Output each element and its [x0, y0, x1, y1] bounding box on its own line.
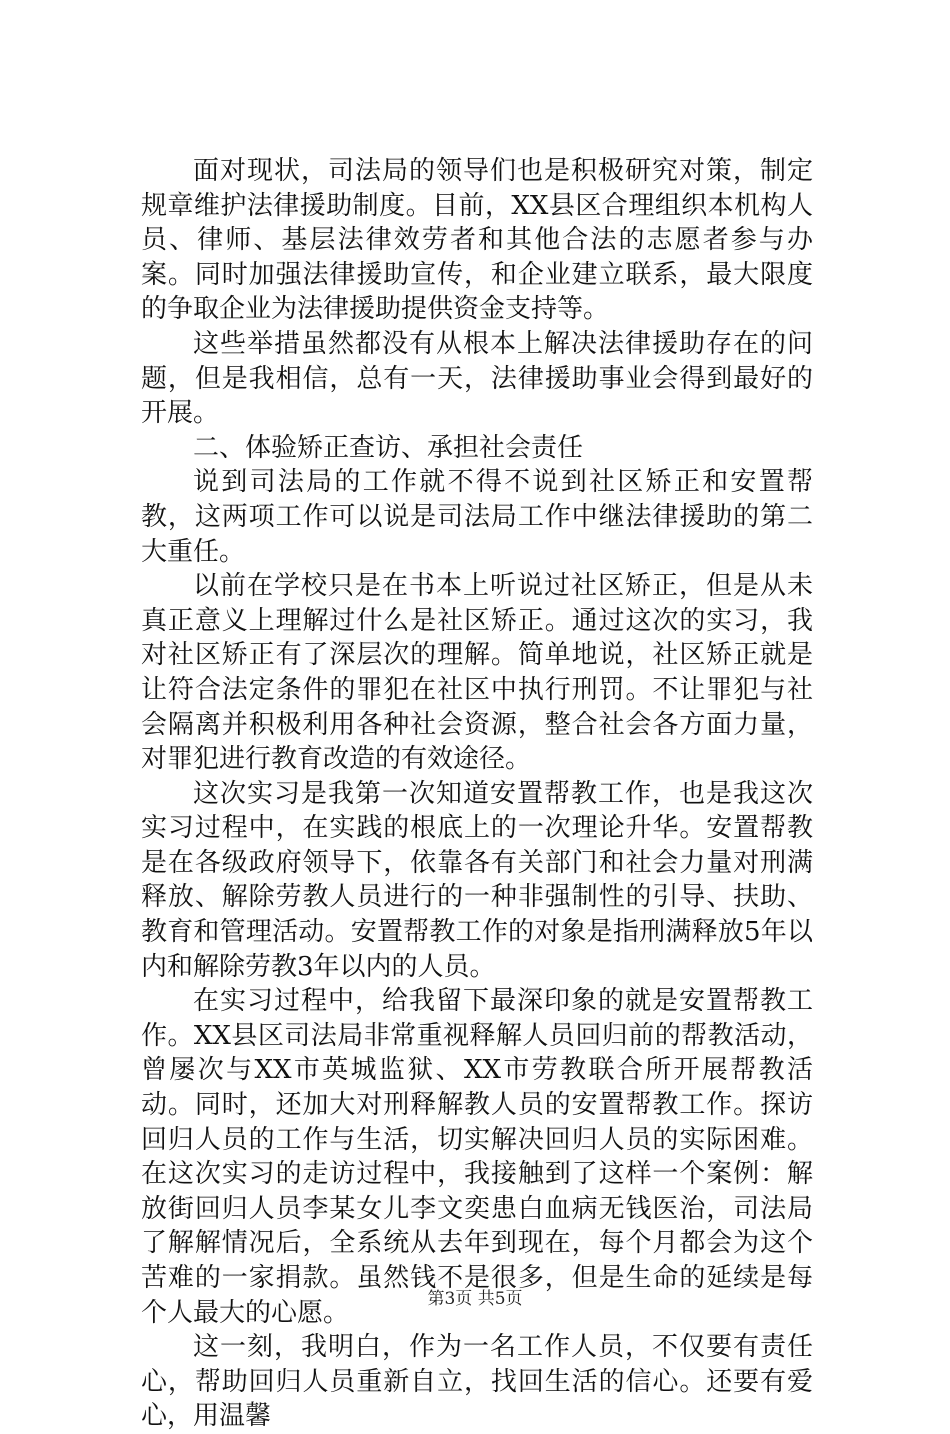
paragraph-impression-case: 在实习过程中，给我留下最深印象的就是安置帮教工作。XX县区司法局非常重视释解人员回归前的帮教活动，曾屡次与XX市英城监狱、XX市劳教联合所开展帮教活动。同时，还加大对刑释解教人员的安置帮教工作。探访回归人员的工作与生活，切实解决回归人员的实际困难。在这次实习的走访过程中，我接触到了这样一个案例：解放街回归人员李某女儿李文奕患白血病无钱医治，司法局了解解情况后，全系统从去年到现在，每个月都会为这个苦难的一家捐款。虽然钱不是很多，但是生命的延续是每个人最大的心愿。 — [141, 986, 813, 1328]
section-heading-correction: 二、体验矫正查访、承担社会责任 — [193, 432, 584, 463]
page-footer: 第3页 共5页 — [427, 1289, 523, 1309]
paragraph-resettlement-work: 这次实习是我第一次知道安置帮教工作，也是我这次实习过程中，在实践的根底上的一次理论升华。安置帮教是在各级政府领导下，依靠各有关部门和社会力量对刑满释放、解除劳教人员进行的一种非强制性的引导、扶助、教育和管理活动。安置帮教工作的对象是指刑满释放5年以内和解除劳教3年以内的人员。 — [141, 778, 813, 982]
paragraph-community-correction-understanding: 以前在学校只是在书本上听说过社区矫正，但是从未真正意义上理解过什么是社区矫正。通过这次的实习，我对社区矫正有了深层次的理解。简单地说，社区矫正就是让符合法定条件的罪犯在社区中执行刑罚。不让罪犯与社会隔离并积极利用各种社会资源，整合社会各方面力量，对罪犯进行教育改造的有效途径。 — [141, 571, 813, 775]
paragraph-countermeasures: 面对现状，司法局的领导们也是积极研究对策，制定规章维护法律援助制度。目前，XX县区合理组织本机构人员、律师、基层法律效劳者和其他合法的志愿者参与办案。同时加强法律援助宣传，和企业建立联系，最大限度的争取企业为法律援助提供资金支持等。 — [141, 156, 813, 325]
paragraph-measures-outlook: 这些举措虽然都没有从根本上解决法律援助存在的问题，但是我相信，总有一天，法律援助事业会得到最好的开展。 — [141, 328, 813, 429]
paragraph-realization: 这一刻，我明白，作为一名工作人员，不仅要有责任心，帮助回归人员重新自立，找回生活的信心。还要有爱心，用温馨 — [141, 1332, 813, 1432]
document-body — [141, 154, 813, 1434]
paragraph-community-correction-intro: 说到司法局的工作就不得不说到社区矫正和安置帮教，这两项工作可以说是司法局工作中继法律援助的第二大重任。 — [141, 467, 813, 567]
